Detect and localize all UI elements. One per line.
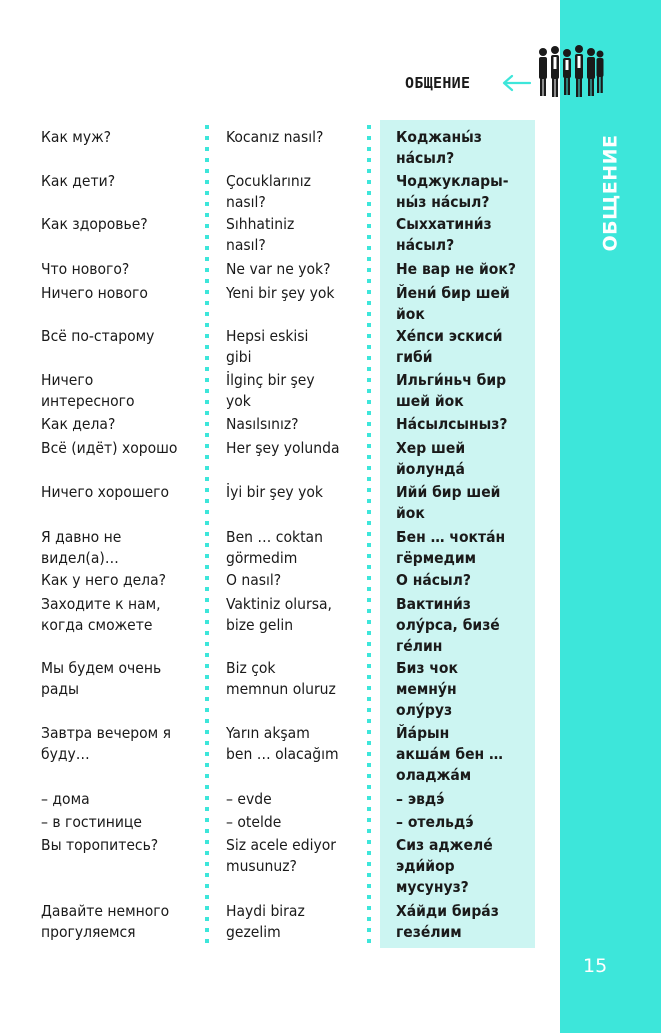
turkish-phrase: Ben … coktan görmedim xyxy=(226,528,323,567)
arrow-left-icon xyxy=(500,70,532,96)
pronunciation: Хер шей йолунда́ xyxy=(396,439,466,478)
russian-phrase: Ничего хорошего xyxy=(41,483,170,501)
pronunciation: О на́сыл? xyxy=(396,571,471,589)
russian-phrase: Как муж? xyxy=(41,128,112,146)
pronunciation: Сыххатини́з на́сыл? xyxy=(396,215,492,254)
russian-phrase: Всё (идёт) хорошо xyxy=(41,439,178,457)
turkish-phrase: Hepsi eskisi gibi xyxy=(226,327,309,366)
turkish-phrase: Biz çok memnun oluruz xyxy=(226,659,336,698)
turkish-phrase: Siz acele ediyor musunuz? xyxy=(226,836,336,875)
pronunciation: Йени́ бир шей йок xyxy=(396,284,510,323)
pronunciation: Ийи́ бир шей йок xyxy=(396,483,501,522)
column-divider xyxy=(204,123,210,948)
russian-phrase: – в гостинице xyxy=(41,813,142,831)
pronunciation: Хе́пси эскиси́ гиби́ xyxy=(396,327,503,366)
turkish-phrase: Çocuklarınız nasıl? xyxy=(226,172,311,211)
russian-phrase: Завтра вечером я буду… xyxy=(41,724,171,763)
turkish-phrase: İyi bir şey yok xyxy=(226,483,323,501)
turkish-phrase: Sıhhatiniz nasıl? xyxy=(226,215,295,254)
page-number: 15 xyxy=(583,955,608,977)
pronunciation: Ха́йди бира́з гезе́лим xyxy=(396,902,499,941)
russian-phrase: Ничего нового xyxy=(41,284,148,302)
turkish-phrase: Kocanız nasıl? xyxy=(226,128,324,146)
turkish-phrase: Nasılsınız? xyxy=(226,415,299,433)
russian-phrase: Давайте немного прогуляемся xyxy=(41,902,170,941)
pronunciation: Сиз аджеле́ эди́йор мусунуз? xyxy=(396,836,493,896)
pronunciation: Биз чок мемну́н олу́руз xyxy=(396,659,458,719)
turkish-phrase: İlginç bir şey yok xyxy=(226,371,315,410)
russian-phrase: Вы торопитесь? xyxy=(41,836,159,854)
russian-phrase: Как здоровье? xyxy=(41,215,148,233)
turkish-phrase: Vaktiniz olursa, bize gelin xyxy=(226,595,332,634)
pronunciation: Вактини́з олу́рса, бизе́ ге́лин xyxy=(396,595,500,655)
russian-phrase: Ничего интересного xyxy=(41,371,135,410)
turkish-phrase: Ne var ne yok? xyxy=(226,260,331,278)
turkish-phrase: Haydi biraz gezelim xyxy=(226,902,305,941)
turkish-phrase: – evde xyxy=(226,790,272,808)
turkish-phrase: Her şey yolunda xyxy=(226,439,340,457)
russian-phrase: Как дела? xyxy=(41,415,116,433)
pronunciation: Йа́рын акша́м бен … оладжа́м xyxy=(396,724,503,784)
pronunciation: Ильги́ньч бир шей йок xyxy=(396,371,507,410)
russian-phrase: Всё по-старому xyxy=(41,327,155,345)
side-tab-label: ОБЩЕНИЕ xyxy=(600,133,622,252)
pronunciation: Чоджуклары- ны́з на́сыл? xyxy=(396,172,509,211)
russian-phrase: Как дети? xyxy=(41,172,116,190)
column-divider xyxy=(366,123,372,948)
people-group-icon xyxy=(535,44,605,100)
pronunciation: На́сылсыныз? xyxy=(396,415,508,433)
russian-phrase: Как у него дела? xyxy=(41,571,167,589)
russian-phrase: Мы будем очень рады xyxy=(41,659,162,698)
turkish-phrase: Yarın akşam ben … olacağım xyxy=(226,724,339,763)
pronunciation: Бен … чокта́н гёрмедим xyxy=(396,528,506,567)
section-title: ОБЩЕНИЕ xyxy=(405,74,471,92)
russian-phrase: Что нового? xyxy=(41,260,130,278)
pronunciation: Не вар не йок? xyxy=(396,260,516,278)
pronunciation: – отельдэ́ xyxy=(396,813,474,831)
russian-phrase: – дома xyxy=(41,790,90,808)
pronunciation: Коджаны́з на́сыл? xyxy=(396,128,482,167)
turkish-phrase: O nasıl? xyxy=(226,571,282,589)
turkish-phrase: Yeni bir şey yok xyxy=(226,284,335,302)
pronunciation: – эвдэ́ xyxy=(396,790,445,808)
turkish-phrase: – otelde xyxy=(226,813,282,831)
russian-phrase: Заходите к нам, когда сможете xyxy=(41,595,161,634)
russian-phrase: Я давно не видел(а)… xyxy=(41,528,122,567)
